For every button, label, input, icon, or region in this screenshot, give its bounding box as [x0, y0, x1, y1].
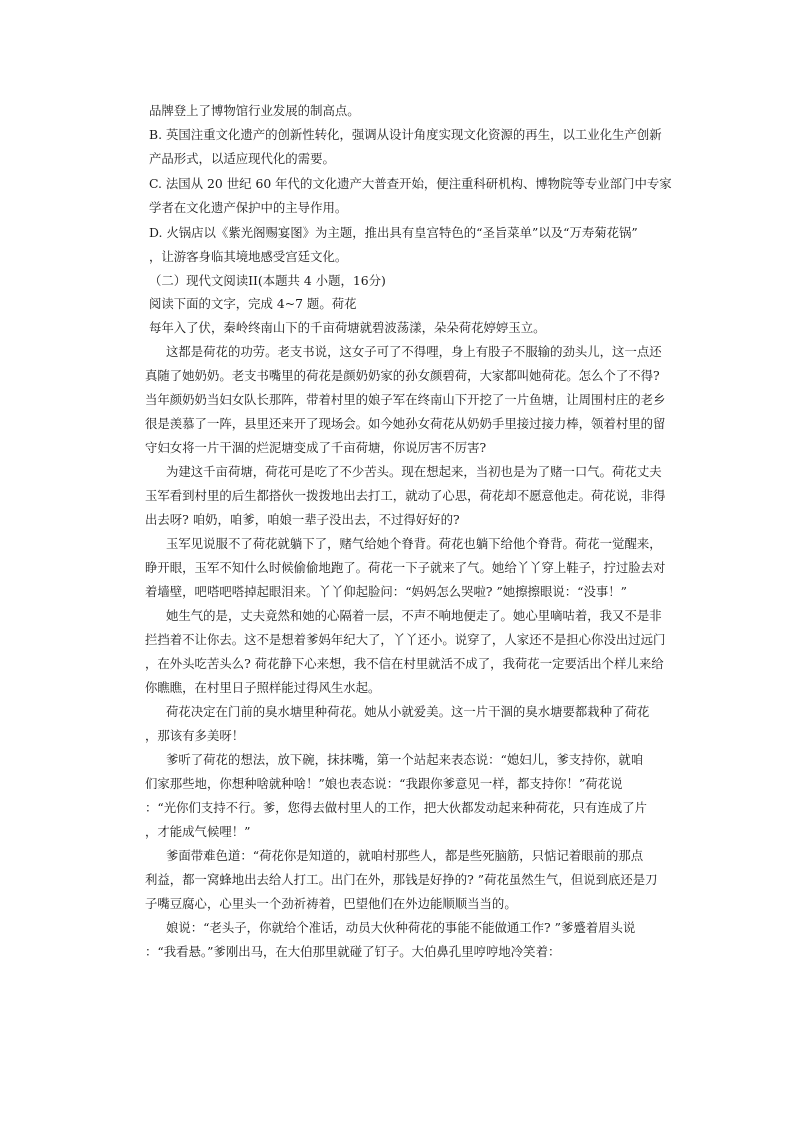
paragraph-line: 着墙壁，吧嗒吧嗒掉起眼泪来。丫丫仰起脸问：“妈妈怎么哭啦? ”她擦擦眼说：“没事！”: [145, 584, 627, 599]
paragraph-line: 爹听了荷花的想法，放下碗，抹抹嘴，第一个站起来表态说：“媳妇儿，爹支持你，就咱: [166, 752, 644, 767]
paragraph-line: ，在外头吃苦头么? 荷花静下心来想，我不信在村里就活不成了，我荷花一定要活出个样儿来给: [145, 656, 664, 671]
text-line: 学者在文化遗产保护中的主导作用。: [149, 200, 348, 215]
paragraph-line: 玉军见说服不了荷花就躺下了，赌气给她个脊背。荷花也躺下给他个脊背。荷花一觉醒来，: [166, 536, 662, 551]
paragraph-line: 娘说：“老头子，你就给个准话，动员大伙种荷花的事能不能做通工作? ”爹蹙着眉头说: [166, 920, 636, 935]
paragraph-line: 利益，都一窝蜂地出去给人打工。出门在外，那钱是好挣的? ”荷花虽然生气，但说到底还是刀: [145, 872, 658, 887]
paragraph-line: 这都是荷花的功劳。老支书说，这女子可了不得哩，身上有股子不服输的劲头儿，这一点还: [166, 344, 662, 359]
option-b-line: B. 英国注重文化遗产的创新性转化，强调从设计角度实现文化资源的再生，以工业化生产创新: [149, 127, 662, 142]
paragraph-line: 玉军看到村里的后生都搭伙一拨拨地出去打工，就动了心思，荷花却不愿意他走。荷花说，非得: [145, 488, 666, 503]
option-c-line: C. 法国从 20 世纪 60 年代的文化遗产大普查开始，便注重科研机构、博物院等专业部门中专家: [149, 176, 672, 191]
paragraph-line: 为建这千亩荷塘，荷花可是吃了不少苦头。现在想起来，当初也是为了赌一口气。荷花丈夫: [166, 464, 662, 479]
paragraph-line: 们家那些地，你想种啥就种啥！”娘也表态说：“我跟你爹意见一样，都支持你！”荷花说: [145, 776, 623, 791]
paragraph-line: 她生气的是，丈夫竟然和她的心隔着一层，不声不响地便走了。她心里嘀咕着，我又不是非: [166, 608, 662, 623]
section-heading: （二）现代文阅读II(本题共 4 小题，16分): [149, 273, 386, 288]
paragraph-line: 荷花决定在门前的臭水塘里种荷花。她从小就爱美。这一片干涸的臭水塘要都栽种了荷花: [166, 704, 650, 719]
paragraph-line: 每年入了伏，秦岭终南山下的千亩荷塘就碧波荡漾，朵朵荷花婷婷玉立。: [149, 320, 546, 335]
paragraph-line: 拦挡着不让你去。这不是想着爹妈年纪大了，丫丫还小。说穿了，人家还不是担心你没出过远门: [145, 632, 666, 647]
paragraph-line: ，那该有多美呀！: [145, 728, 245, 743]
paragraph-line: 你瞧瞧，在村里日子照样能过得风生水起。: [145, 680, 381, 695]
paragraph-line: 爹面带难色道：“荷花你是知道的，就咱村那些人，都是些死脑筋，只惦记着眼前的那点: [166, 848, 644, 863]
text-line: ，让游客身临其境地感受宫廷文化。: [149, 249, 348, 264]
paragraph-line: 真随了她奶奶。老支书嘴里的荷花是颜奶奶家的孙女颜碧荷，大家都叫她荷花。怎么个了不得?: [145, 368, 660, 383]
option-d-line: D. 火锅店以《紫光阁赐宴图》为主题，推出具有皇宫特色的“圣旨菜单”以及“万寿菊花锅”: [149, 225, 638, 240]
paragraph-line: 守妇女将一片干涸的烂泥塘变成了千亩荷塘，你说厉害不厉害?: [145, 440, 487, 455]
paragraph-line: ：“我看悬。”爹刚出马，在大伯那里就碰了钉子。大伯鼻孔里哼哼地冷笑着：: [145, 944, 561, 959]
reading-instruction: 阅读下面的文字，完成 4~7 题。荷花: [149, 296, 357, 311]
paragraph-line: 当年颜奶奶当妇女队长那阵，带着村里的娘子军在终南山下开挖了一片鱼塘，让周围村庄的老乡: [145, 392, 666, 407]
text-line: 产品形式，以适应现代化的需要。: [149, 151, 335, 166]
paragraph-line: ，才能成气候哩！”: [145, 824, 251, 839]
paragraph-line: 很是羡慕了一阵，县里还来开了现场会。如今她孙女荷花从奶奶手里接过接力棒，领着村里的留: [145, 416, 666, 431]
paragraph-line: 睁开眼，玉军不知什么时候偷偷地跑了。荷花一下子就来了气。她给丫丫穿上鞋子，拧过脸去对: [145, 560, 666, 575]
paragraph-line: 出去呀? 咱奶，咱爹，咱娘一辈子没出去，不过得好好的?: [145, 512, 460, 527]
paragraph-line: 子嘴豆腐心，心里头一个劲祈祷着，巴望他们在外边能顺顺当当的。: [145, 896, 517, 911]
paragraph-line: ：“光你们支持不行。爹，您得去做村里人的工作，把大伙都发动起来种荷花，只有连成了片: [145, 800, 647, 815]
text-line: 品牌登上了博物馆行业发展的制高点。: [149, 103, 360, 118]
